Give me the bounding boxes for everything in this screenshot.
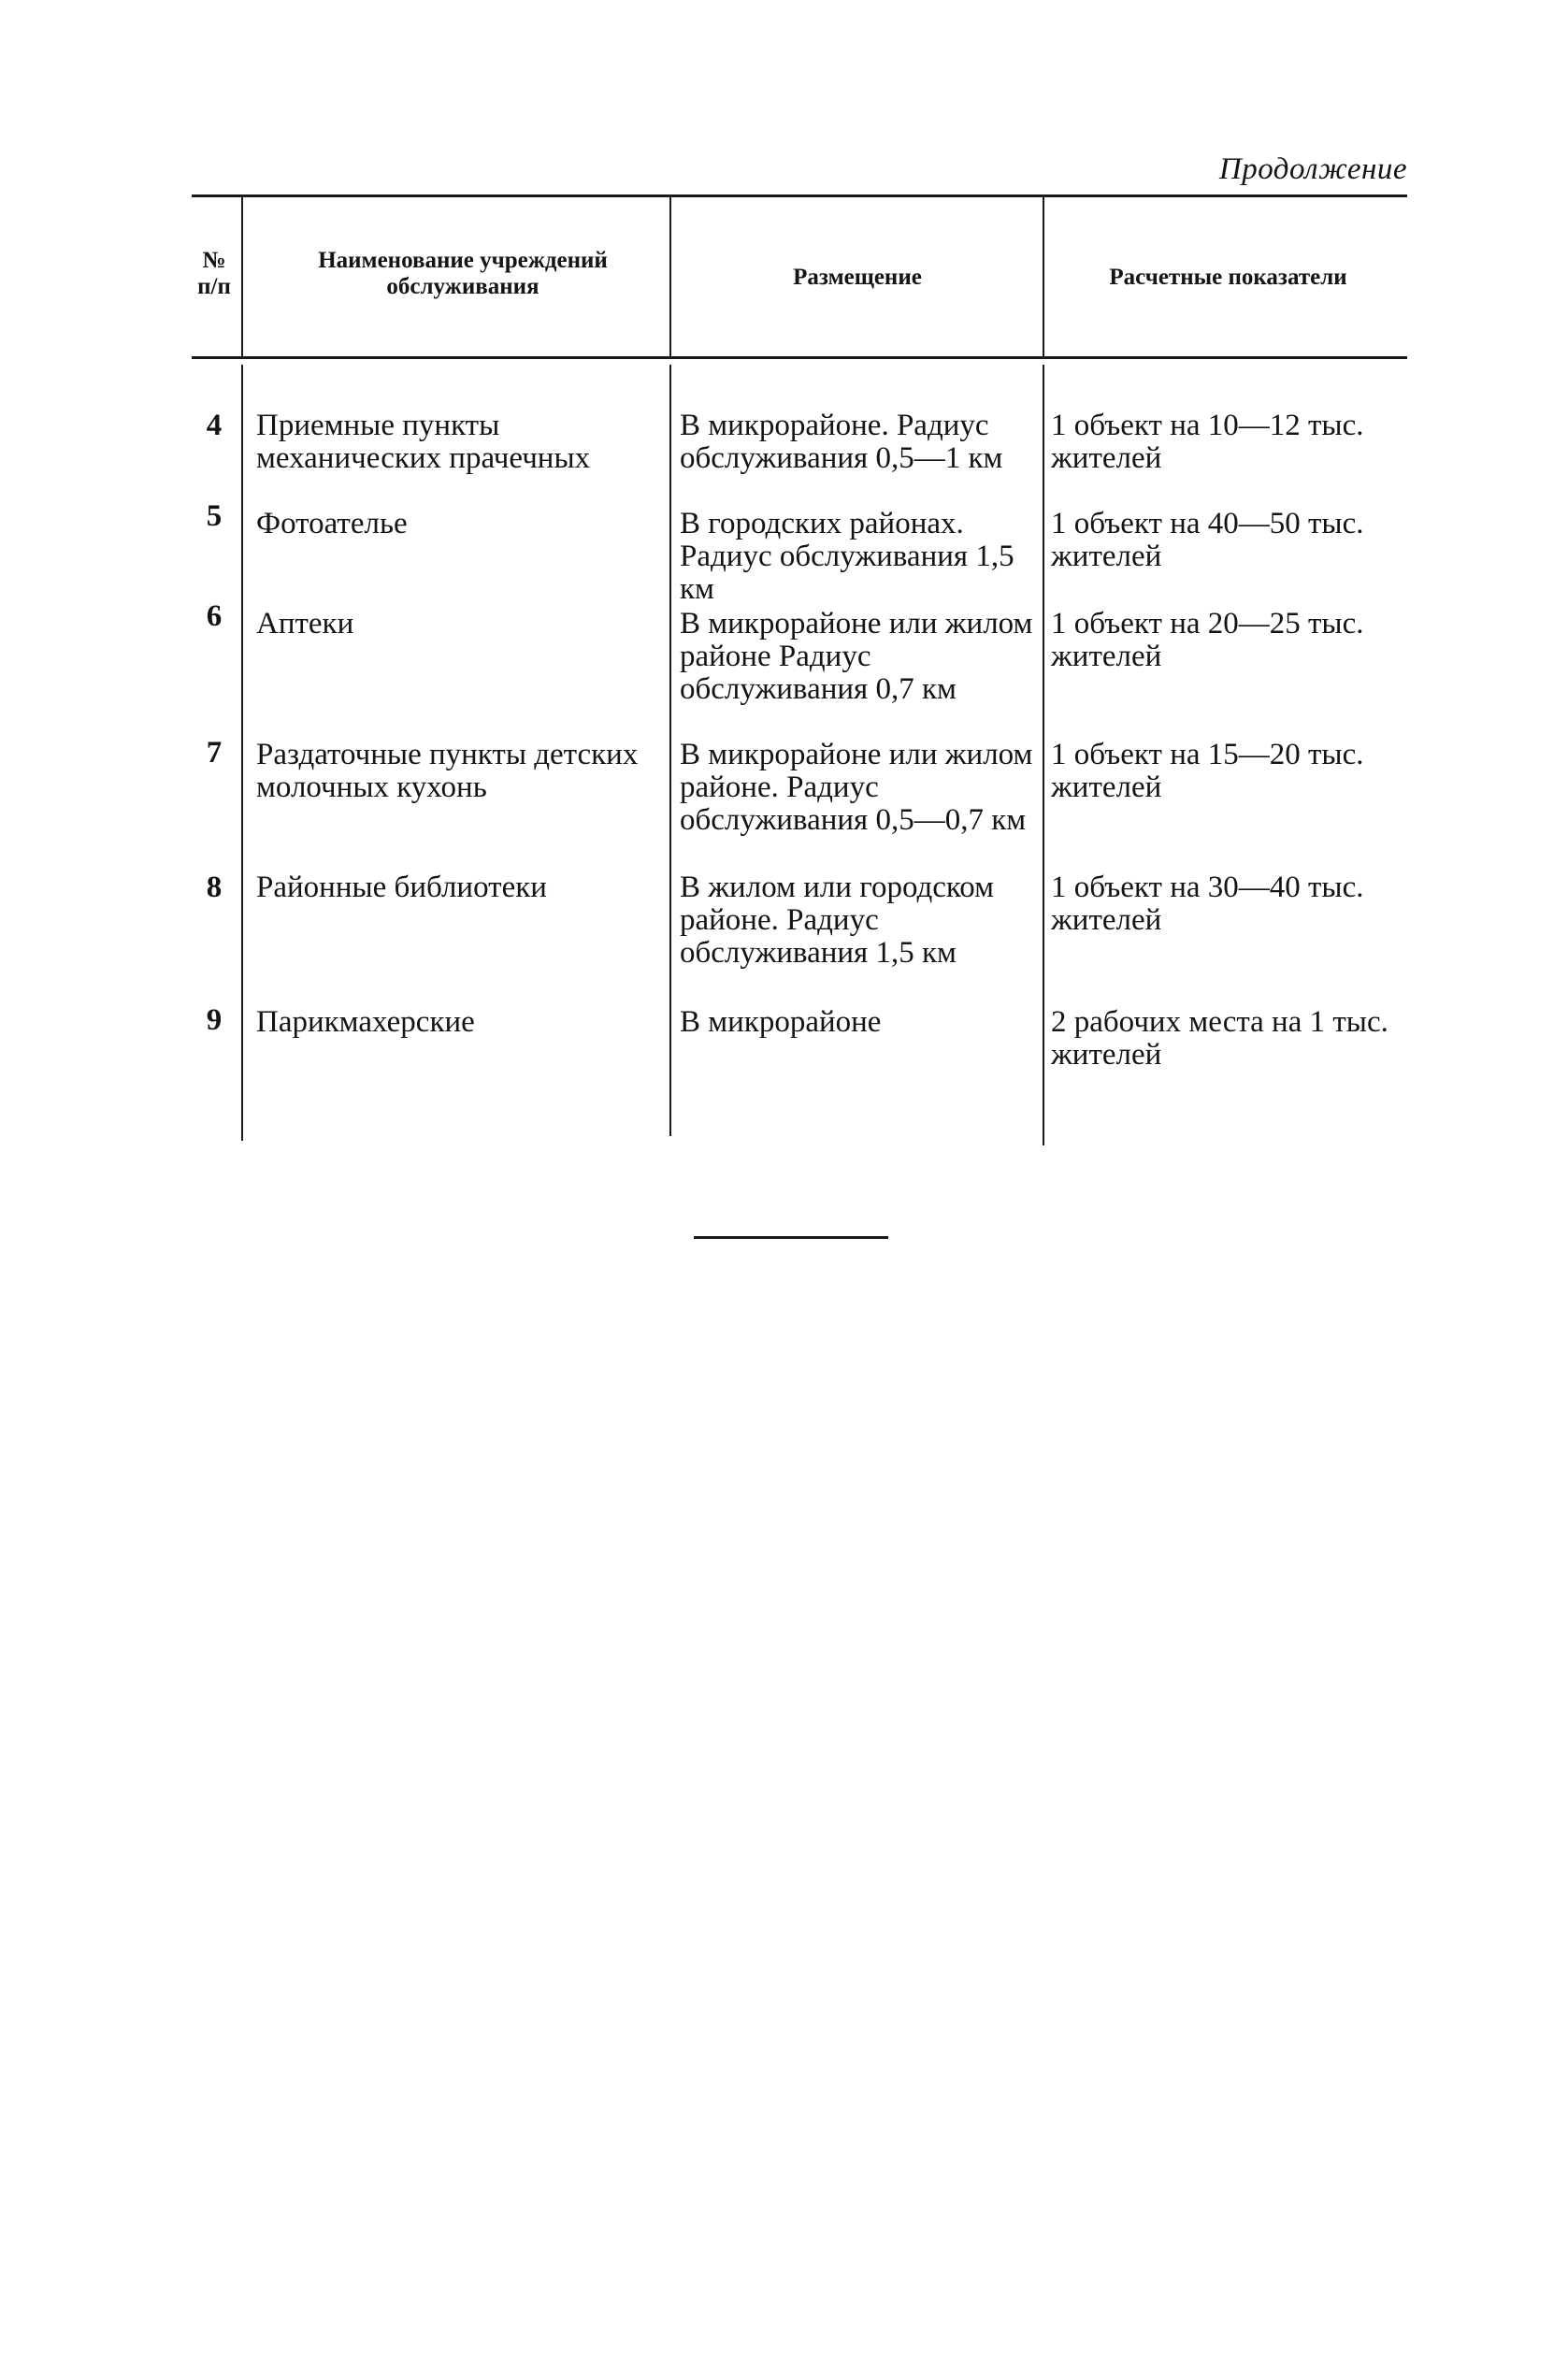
table-row-placement: В жилом или городском районе. Радиус обслуживания 1,5 км <box>680 871 995 970</box>
table-row-number: 7 <box>206 736 223 770</box>
table-row-name: Фотоателье <box>256 507 408 540</box>
col-divider <box>669 365 671 1136</box>
col-divider <box>1043 365 1044 1145</box>
table-row-number: 5 <box>206 499 223 533</box>
table-row-number: 9 <box>206 1003 223 1037</box>
table-row-name: Районные библиотеки <box>256 871 547 904</box>
table-row-placement: В городских районах. Радиус обслуживания 1,5 км <box>680 507 1014 606</box>
col-divider <box>1043 197 1044 356</box>
end-rule <box>694 1236 888 1239</box>
table-row-name: Аптеки <box>256 607 354 641</box>
table-row-indicator: 1 объект на 20—25 тыс. жителей <box>1051 607 1364 673</box>
table-row-number: 6 <box>206 599 223 633</box>
table-row-number: 8 <box>206 871 223 904</box>
column-header-indicators: Расчетные показатели <box>1109 265 1347 290</box>
table-row-name: Приемные пункты механических прачечных <box>256 409 591 475</box>
col-divider <box>241 365 243 1141</box>
table-row-name: Раздаточные пункты детских молочных кухонь <box>256 738 639 804</box>
column-header-name: Наименование учреждений обслуживания <box>318 248 608 299</box>
table-row-placement: В микрорайоне. Радиус обслуживания 0,5—1 км <box>680 409 1003 475</box>
table-row-placement: В микрорайоне или жилом районе Радиус обслуживания 0,7 км <box>680 607 1033 706</box>
column-header-number: № п/п <box>197 248 231 299</box>
table-row-number: 4 <box>206 409 223 442</box>
table-row-indicator: 1 объект на 10—12 тыс. жителей <box>1051 409 1364 475</box>
table-row-name: Парикмахерские <box>256 1005 475 1039</box>
table-row-placement: В микрорайоне <box>680 1005 882 1039</box>
col-divider <box>669 197 671 356</box>
column-header-placement: Размещение <box>793 265 922 290</box>
col-divider <box>241 197 243 356</box>
header-bottom-rule <box>192 356 1407 359</box>
table-row-placement: В микрорайоне или жилом районе. Радиус обслуживания 0,5—0,7 км <box>680 738 1033 837</box>
continuation-label: Продолжение <box>1218 152 1407 186</box>
table-row-indicator: 1 объект на 15—20 тыс. жителей <box>1051 738 1364 804</box>
table-top-rule <box>192 194 1407 197</box>
table-row-indicator: 1 объект на 30—40 тыс. жителей <box>1051 871 1364 937</box>
table-row-indicator: 1 объект на 40—50 тыс. жителей <box>1051 507 1364 573</box>
table-row-indicator: 2 рабочих места на 1 тыс. жителей <box>1051 1005 1388 1072</box>
